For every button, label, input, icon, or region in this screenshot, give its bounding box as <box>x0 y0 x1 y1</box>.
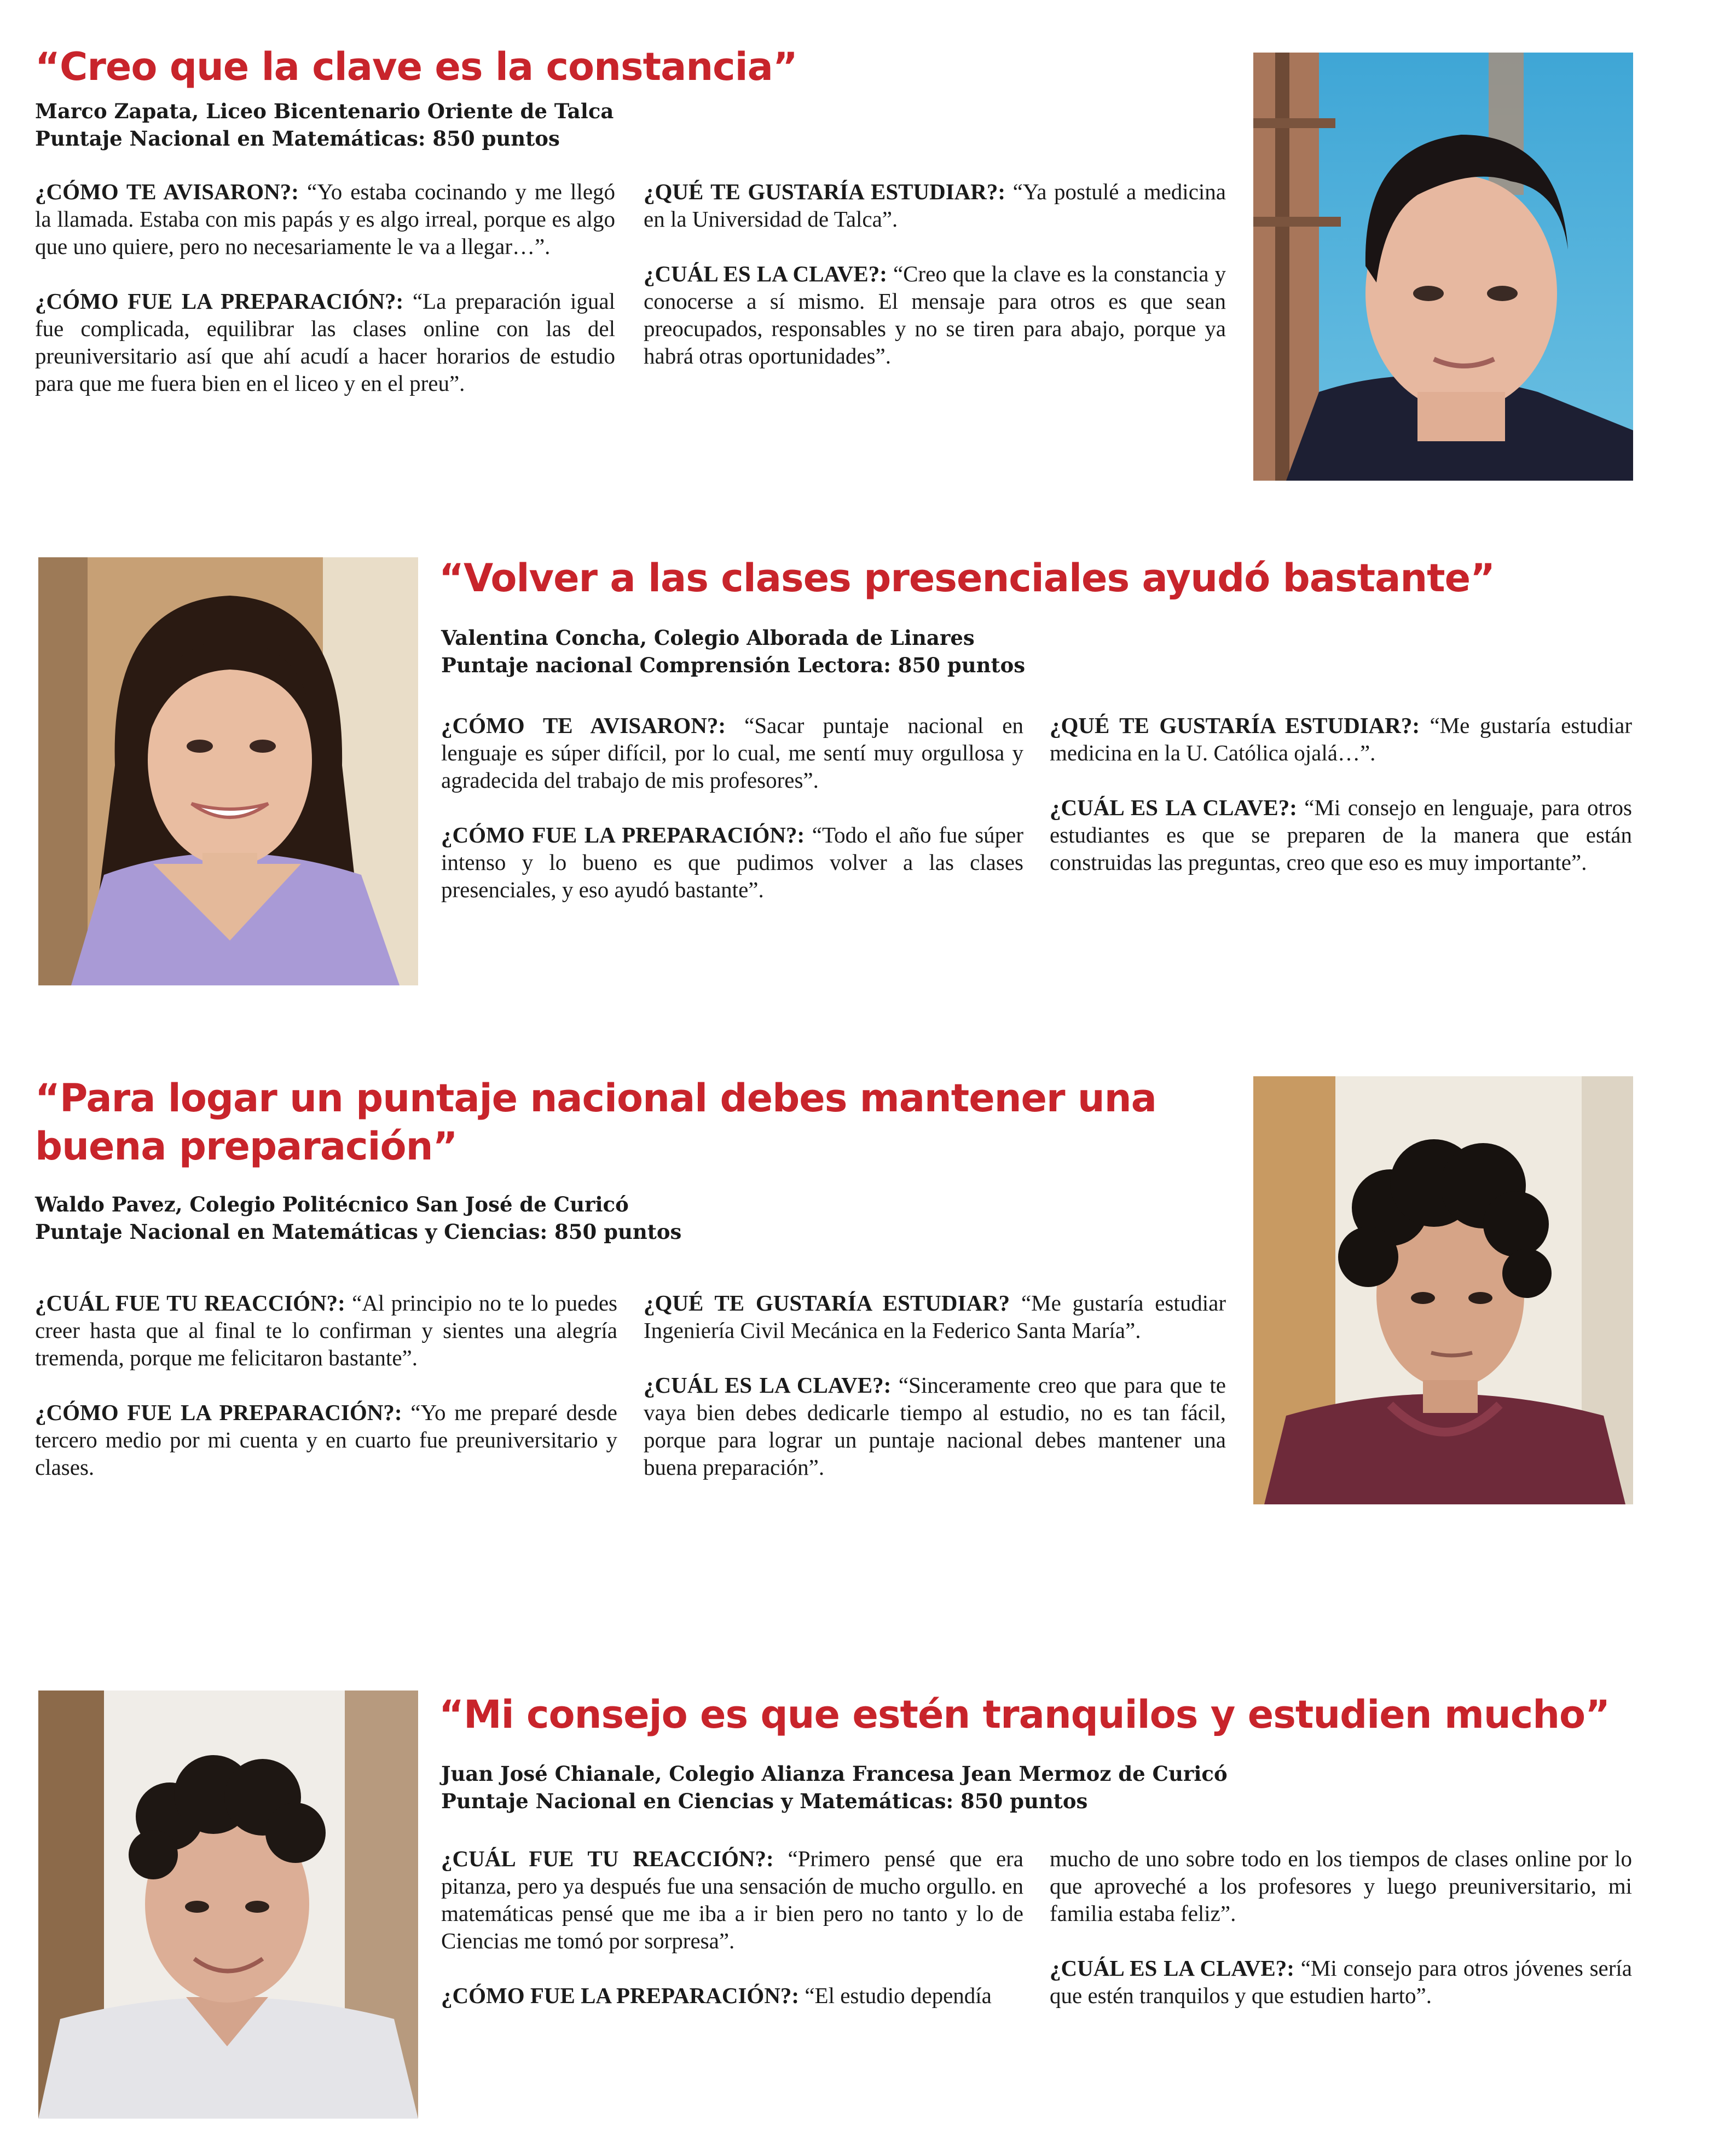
student-name-school: Valentina Concha, Colegio Alborada de Linares <box>441 626 975 650</box>
qa-paragraph <box>1050 712 1632 766</box>
portrait-young-man-photo <box>1253 53 1633 481</box>
student-score: Puntaje nacional Comprensión Lectora: 850 puntos <box>441 653 1026 677</box>
qa-paragraph <box>1050 794 1632 876</box>
question-label: ¿CÓMO FUE LA PREPARACIÓN?: <box>441 1983 800 2008</box>
portrait-smiling-young-man-photo <box>38 1691 418 2119</box>
answer-text: “Al principio no te lo puedes creer hasta que al final te lo confirman y sientes una alegría tremenda, porque me felicitaron bastante”. <box>35 1290 617 1370</box>
text-column-right <box>644 178 1226 370</box>
question-label: ¿CUÁL FUE TU REACCIÓN?: <box>441 1846 774 1871</box>
student-name-school: Juan José Chianale, Colegio Alianza Francesa Jean Mermoz de Curicó <box>441 1762 1228 1786</box>
question-label: ¿CÓMO TE AVISARON?: <box>441 713 726 738</box>
answer-text: “Yo me preparé desde tercero medio por mi cuenta y en cuarto fue preuniversitario y clases. <box>35 1400 618 1480</box>
answer-text: “Ya postulé a medicina en la Universidad de Talca”. <box>644 179 1226 232</box>
story-headline: “Creo que la clave es la constancia” <box>35 44 797 89</box>
answer-text: “Sacar puntaje nacional en lenguaje es súper difícil, por lo cual, me sentí muy orgullosa y agradecida del trabajo de mis profesores”. <box>441 713 1023 793</box>
qa-paragraph <box>35 1289 617 1371</box>
question-label: ¿CÓMO FUE LA PREPARACIÓN?: <box>441 822 805 847</box>
text-column-right <box>1050 712 1632 876</box>
answer-text: “Me gustaría estudiar medicina en la U. Católica ojalá…”. <box>1050 713 1632 765</box>
question-label: ¿CUÁL ES LA CLAVE?: <box>644 1372 892 1398</box>
question-label: ¿CUÁL ES LA CLAVE?: <box>1050 795 1297 820</box>
question-label: ¿CÓMO FUE LA PREPARACIÓN?: <box>35 1400 402 1425</box>
qa-paragraph <box>441 1982 1023 2009</box>
text-column-left <box>441 1845 1023 2009</box>
answer-text: “Todo el año fue súper intenso y lo bueno es que pudimos volver a las clases presenciales, y eso ayudó bastante”. <box>441 822 1024 902</box>
question-label: ¿CUÁL ES LA CLAVE?: <box>644 261 887 286</box>
qa-paragraph <box>35 178 615 260</box>
text-column-left <box>441 712 1023 903</box>
qa-paragraph <box>35 287 615 397</box>
student-score: Puntaje Nacional en Ciencias y Matemáticas: 850 puntos <box>441 1789 1088 1813</box>
student-name-school: Marco Zapata, Liceo Bicentenario Oriente de Talca <box>35 99 614 123</box>
answer-text: “Mi consejo en lenguaje, para otros estudiantes es que se preparen de la manera que están construidas las preguntas, creo que eso es muy importante”. <box>1050 795 1632 875</box>
text-column-right <box>1050 1845 1632 2009</box>
question-label: ¿CÓMO FUE LA PREPARACIÓN?: <box>35 289 404 314</box>
answer-text: “Creo que la clave es la constancia y conocerse a sí mismo. El mensaje para otros es que sean preocupados, responsables y no se tiren para abajo, porque ya habrá otras oportunidades”. <box>644 261 1226 368</box>
question-label: ¿CUÁL FUE TU REACCIÓN?: <box>35 1290 345 1316</box>
text-column-right <box>644 1289 1226 1481</box>
text-column-left <box>35 1289 617 1481</box>
qa-paragraph <box>441 1845 1023 1954</box>
portrait-curly-hair-young-man-photo <box>1253 1076 1633 1504</box>
story-headline: “Para logar un puntaje nacional debes mantener una buena preparación” <box>35 1076 1156 1169</box>
byline <box>35 97 614 152</box>
answer-text: “Yo estaba cocinando y me llegó la llamada. Estaba con mis papás y es algo irreal, porque es algo que uno quiere, pero no necesariamente le va a llegar…”. <box>35 179 616 259</box>
question-label: ¿QUÉ TE GUSTARÍA ESTUDIAR?: <box>1050 713 1420 738</box>
qa-paragraph <box>1050 1845 1632 1927</box>
portrait-young-woman-photo <box>38 557 418 985</box>
byline <box>441 624 1025 679</box>
qa-paragraph <box>441 712 1023 794</box>
qa-paragraph <box>644 1289 1226 1344</box>
question-label: ¿CUÁL ES LA CLAVE?: <box>1050 1955 1294 1981</box>
question-label: ¿QUÉ TE GUSTARÍA ESTUDIAR?: <box>644 179 1006 204</box>
byline <box>441 1760 1228 1815</box>
qa-paragraph <box>644 178 1226 233</box>
qa-paragraph <box>441 821 1023 903</box>
student-name-school: Waldo Pavez, Colegio Politécnico San José de Curicó <box>35 1192 629 1216</box>
answer-text: “El estudio dependía <box>805 1983 992 2008</box>
answer-text: “Primero pensé que era pitanza, pero ya después fue una sensación de mucho orgullo. en matemáticas pensé que me iba a ir bien pero no tanto y lo de Ciencias me tomó por sorpresa”. <box>441 1846 1023 1953</box>
qa-paragraph <box>644 1371 1226 1481</box>
question-label: ¿QUÉ TE GUSTARÍA ESTUDIAR? <box>644 1290 1010 1316</box>
qa-paragraph <box>1050 1954 1632 2009</box>
qa-paragraph <box>35 1399 617 1481</box>
answer-text: “La preparación igual fue complicada, equilibrar las clases online con las del preuniversitario así que ahí acudí a hacer horarios de estudio para que me fuera bien en el liceo y en el preu”. <box>35 289 615 396</box>
answer-text: mucho de uno sobre todo en los tiempos de clases online por lo que aproveché a los profesores y luego preuniversitario, mi familia estaba feliz”. <box>1050 1846 1632 1926</box>
question-label: ¿CÓMO TE AVISARON?: <box>35 179 299 204</box>
student-score: Puntaje Nacional en Matemáticas: 850 puntos <box>35 126 560 151</box>
answer-text: “Mi consejo para otros jóvenes sería que estén tranquilos y que estudien harto”. <box>1050 1955 1632 2008</box>
text-column-left <box>35 178 615 397</box>
story-headline: “Volver a las clases presenciales ayudó bastante” <box>439 556 1495 601</box>
student-score: Puntaje Nacional en Matemáticas y Ciencias: 850 puntos <box>35 1220 682 1244</box>
answer-text: “Me gustaría estudiar Ingeniería Civil Mecánica en la Federico Santa María”. <box>644 1290 1226 1343</box>
qa-paragraph <box>644 260 1226 370</box>
byline <box>35 1191 681 1245</box>
story-headline: “Mi consejo es que estén tranquilos y estudien mucho” <box>439 1692 1610 1737</box>
answer-text: “Sinceramente creo que para que te vaya bien debes dedicarle tiempo al estudio, no es tan fácil, porque para lograr un puntaje nacional debes mantener una buena preparación”. <box>644 1372 1226 1480</box>
